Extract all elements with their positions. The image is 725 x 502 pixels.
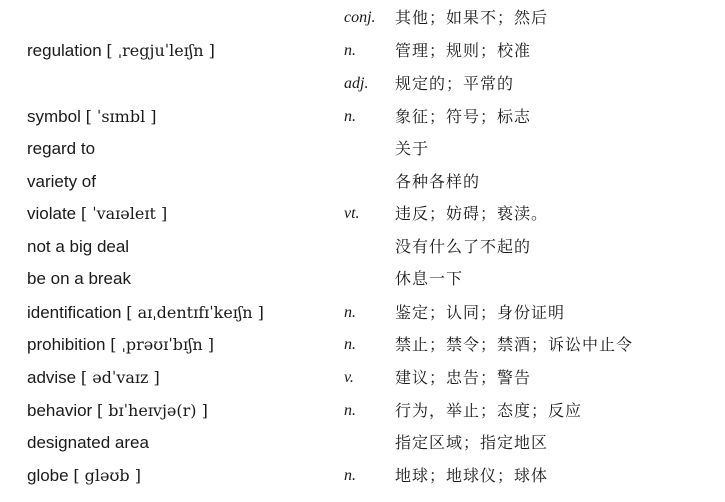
vocab-row: [0, 459, 725, 492]
vocab-meaning: 违反；妨碍；亵渎。: [395, 204, 549, 223]
vocab-pos: n.: [344, 336, 356, 353]
vocab-row: [0, 361, 725, 394]
vocab-row: [0, 197, 725, 230]
vocab-meaning: 休息一下: [395, 269, 464, 288]
vocab-row: [0, 328, 725, 361]
vocab-word: symbol [ ˈsɪmbl ]: [27, 107, 157, 126]
vocab-meaning: 管理；规则；校准: [395, 41, 532, 60]
vocab-word: advise [ ədˈvaɪz ]: [27, 368, 160, 387]
vocab-pos: adj.: [344, 75, 369, 92]
vocab-phonetic: [ bɪˈheɪvjə(r) ]: [96, 401, 208, 420]
vocab-row: [0, 132, 725, 165]
vocab-word: identification [ aɪˌdentɪfɪˈkeɪʃn ]: [27, 303, 264, 322]
vocab-pos: vt.: [344, 205, 360, 222]
vocab-meaning: 象征；符号；标志: [395, 107, 532, 126]
vocab-row: [0, 165, 725, 198]
vocab-row: [0, 230, 725, 263]
vocab-meaning: 建议；忠告；警告: [395, 368, 532, 387]
vocab-pos: n.: [344, 42, 356, 59]
vocab-phonetic: [ gləʊb ]: [73, 466, 141, 485]
vocab-pos: v.: [344, 369, 354, 386]
vocab-phonetic: [ ˈsɪmbl ]: [85, 107, 157, 126]
vocab-meaning: 禁止；禁令；禁酒；诉讼中止令: [395, 335, 634, 354]
vocab-pos: n.: [344, 108, 356, 125]
vocab-meaning: 鉴定；认同；身份证明: [395, 303, 566, 322]
vocab-phonetic: [ aɪˌdentɪfɪˈkeɪʃn ]: [126, 303, 264, 322]
vocab-word: variety of: [27, 172, 96, 191]
vocab-phonetic: [ ˈvaɪəleɪt ]: [80, 204, 168, 223]
vocab-pos: n.: [344, 467, 356, 484]
vocab-meaning: 指定区域；指定地区: [395, 433, 549, 452]
vocab-word: regulation [ ˌregjuˈleɪʃn ]: [27, 41, 215, 60]
vocab-meaning: 规定的；平常的: [395, 74, 515, 93]
vocab-meaning: 关于: [395, 139, 430, 158]
vocab-word: behavior [ bɪˈheɪvjə(r) ]: [27, 401, 208, 420]
vocab-meaning: 地球；地球仪；球体: [395, 466, 549, 485]
vocab-row: [0, 394, 725, 427]
vocab-phonetic: [ ədˈvaɪz ]: [80, 368, 160, 387]
vocab-meaning: 行为，举止；态度；反应: [395, 401, 583, 420]
vocab-pos: n.: [344, 304, 356, 321]
vocab-row: [0, 1, 725, 34]
vocab-row: [0, 100, 725, 133]
vocab-row: [0, 67, 725, 100]
vocab-word: globe [ gləʊb ]: [27, 466, 141, 485]
vocab-word: be on a break: [27, 269, 131, 288]
vocab-word: not a big deal: [27, 237, 130, 256]
vocab-row: [0, 262, 725, 295]
vocab-meaning: 其他；如果不；然后: [395, 8, 549, 27]
vocab-meaning: 各种各样的: [395, 172, 481, 191]
vocab-row: [0, 296, 725, 329]
vocab-word: violate [ ˈvaɪəleɪt ]: [27, 204, 168, 223]
vocab-row: [0, 426, 725, 459]
vocab-word: prohibition [ ˌprəʊɪˈbɪʃn ]: [27, 335, 215, 354]
vocab-word: regard to: [27, 139, 96, 158]
vocab-phonetic: [ ˌregjuˈleɪʃn ]: [106, 41, 215, 60]
vocab-phonetic: [ ˌprəʊɪˈbɪʃn ]: [110, 335, 215, 354]
vocab-pos: n.: [344, 402, 356, 419]
vocab-meaning: 没有什么了不起的: [395, 237, 532, 256]
vocab-row: [0, 34, 725, 67]
vocab-word: designated area: [27, 433, 149, 452]
vocab-pos: conj.: [344, 9, 376, 26]
